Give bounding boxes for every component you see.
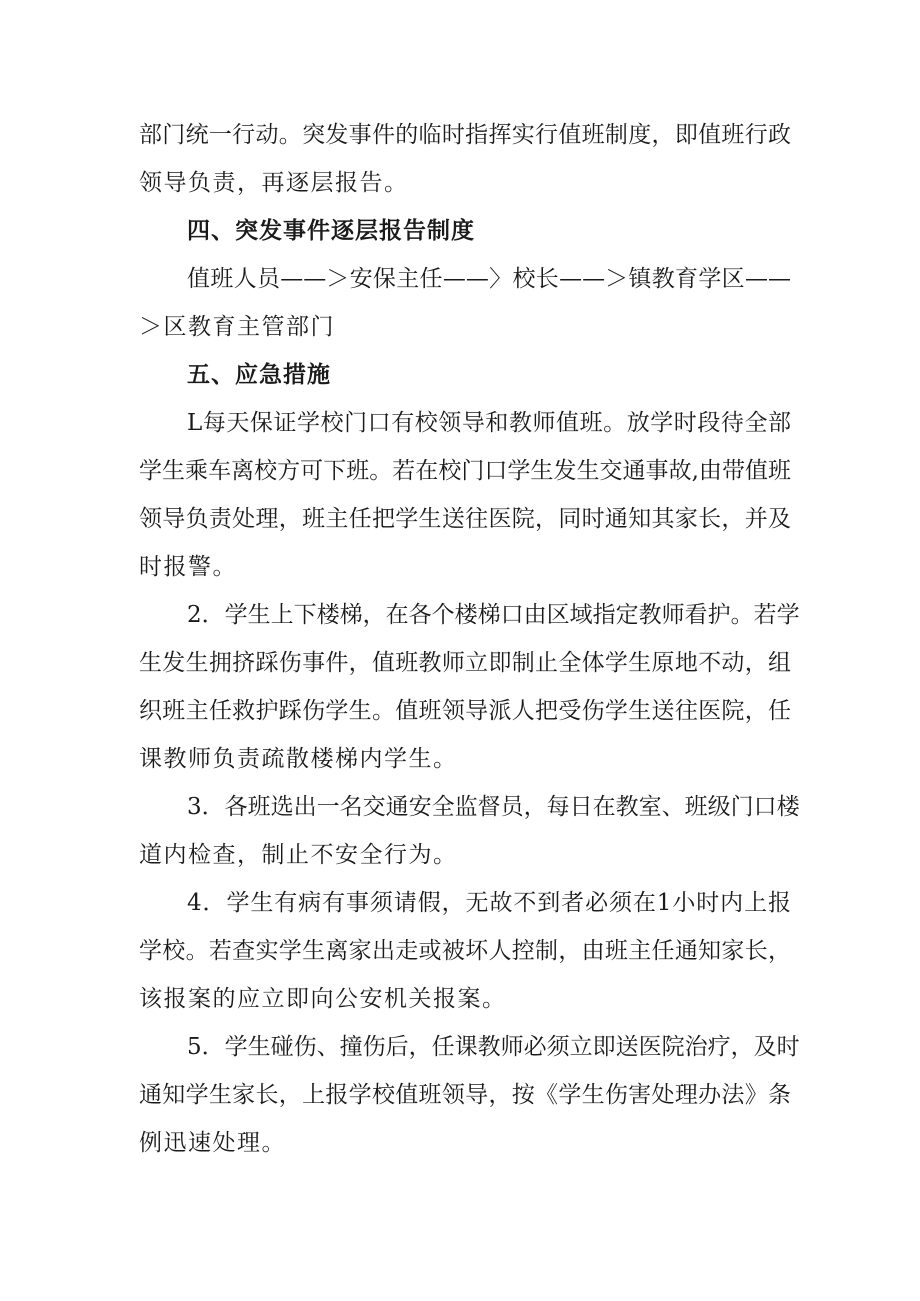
paragraph-line: 课教师负责疏散楼梯内学生。: [139, 746, 458, 772]
paragraph-line: 通知学生家长，上报学校值班领导，按《学生伤害处理办法》条: [139, 1082, 791, 1108]
paragraph-line: 道内检查，制止不安全行为。: [139, 842, 458, 868]
paragraph-line: 4．学生有病有事须请假，无故不到者必须在1小时内上报: [187, 890, 791, 916]
paragraph-line: 5．学生碰伤、撞伤后，任课教师必须立即送医院治疗，及时: [187, 1034, 800, 1060]
paragraph-line: L每天保证学校门口有校领导和教师值班。放学时段待全部: [187, 410, 791, 436]
paragraph-line: 2．学生上下楼梯，在各个楼梯口由区域指定教师看护。若学: [187, 602, 800, 628]
paragraph-line: 领导负责处理，班主任把学生送往医院，同时通知其家长，并及: [139, 506, 791, 532]
paragraph-line: 例迅速处理。: [139, 1130, 286, 1156]
paragraph-line: 值班人员——＞安保主任——〉校长——＞镇教育学区——: [187, 266, 791, 292]
paragraph-line: 学校。若查实学生离家出走或被坏人控制，由班主任通知家长，: [139, 938, 791, 964]
paragraph-line: 学生乘车离校方可下班。若在校门口学生发生交通事故,由带值班: [139, 458, 791, 484]
section-heading: 四、突发事件逐层报告制度: [187, 218, 475, 244]
paragraph-line: 时报警。: [139, 554, 237, 580]
document-page: [139, 111, 800, 1167]
section-heading: 五、应急措施: [187, 362, 331, 388]
paragraph-line: 3．各班选出一名交通安全监督员，每日在教室、班级门口楼: [187, 794, 800, 820]
paragraph-line: 部门统一行动。突发事件的临时指挥实行值班制度，即值班行政: [139, 122, 791, 148]
paragraph-line: 织班主任救护踩伤学生。值班领导派人把受伤学生送往医院，任: [139, 698, 791, 724]
paragraph-line: 生发生拥挤踩伤事件，值班教师立即制止全体学生原地不动，组: [139, 650, 791, 676]
paragraph-line: 领导负责，再逐层报告。: [139, 170, 409, 196]
paragraph-line: ＞区教育主管部门: [139, 314, 335, 340]
paragraph-line: 该报案的应立即向公安机关报案。: [139, 986, 507, 1012]
